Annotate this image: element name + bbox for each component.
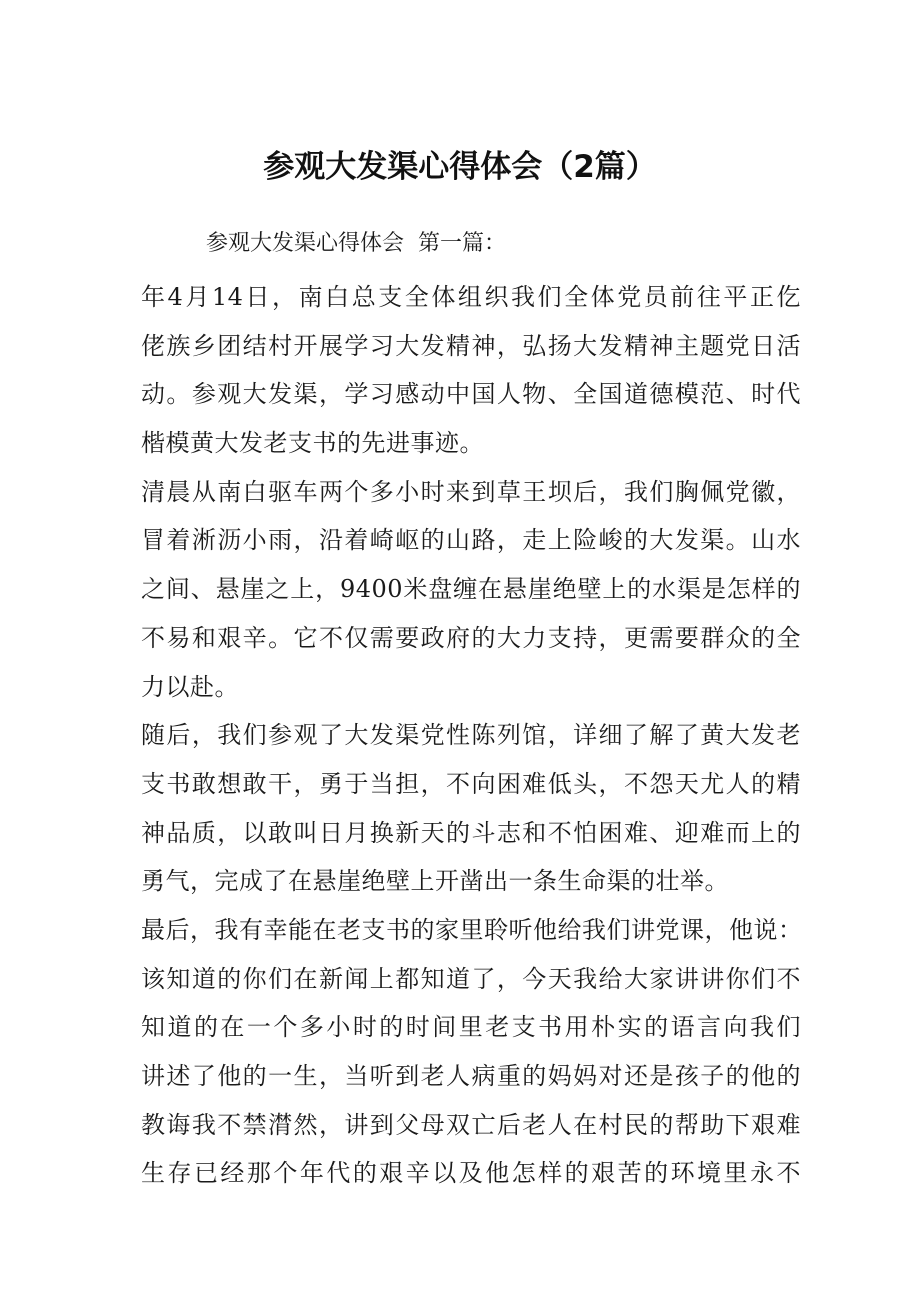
paragraph-line: 不易和艰辛。它不仅需要政府的大力支持，更需要群众的全: [141, 623, 801, 652]
paragraph-line: 最后，我有幸能在老支书的家里聆听他给我们讲党课，他说：: [141, 915, 803, 944]
section-heading: 参观大发渠心得体会 第一篇：: [206, 231, 506, 256]
paragraph-line: 该知道的你们在新闻上都知道了，今天我给大家讲讲你们不: [141, 964, 801, 993]
paragraph-line: 生存已经那个年代的艰辛以及他怎样的艰苦的环境里永不: [141, 1159, 801, 1188]
document-title: 参观大发渠心得体会（2篇）: [263, 149, 657, 185]
paragraph-line: 冒着淅沥小雨，沿着崎岖的山路，走上险峻的大发渠。山水: [141, 526, 801, 555]
paragraph-line: 神品质，以敢叫日月换新天的斗志和不怕困难、迎难而上的: [141, 818, 801, 847]
paragraph-line: 之间、悬崖之上，9400米盘缠在悬崖绝壁上的水渠是怎样的: [141, 575, 801, 604]
paragraph-line: 随后，我们参观了大发渠党性陈列馆，详细了解了黄大发老: [141, 721, 801, 750]
paragraph-line: 支书敢想敢干，勇于当担，不向困难低头，不怨天尤人的精: [141, 769, 801, 798]
paragraph-line: 讲述了他的一生，当听到老人病重的妈妈对还是孩子的他的: [141, 1062, 801, 1090]
paragraph-line: 知道的在一个多小时的时间里老支书用朴实的语言向我们: [141, 1013, 801, 1042]
document-body: [141, 273, 801, 1198]
paragraph-line: 年4月14日，南白总支全体组织我们全体党员前往平正仡: [141, 283, 801, 311]
paragraph-line: 清晨从南白驱车两个多小时来到草王坝后，我们胸佩党徽，: [141, 477, 801, 506]
paragraph-line: 教诲我不禁潸然，讲到父母双亡后老人在村民的帮助下艰难: [141, 1110, 801, 1139]
paragraph-line: 动。参观大发渠，学习感动中国人物、全国道德模范、时代: [141, 380, 801, 409]
paragraph-line: 楷模黄大发老支书的先进事迹。: [141, 429, 484, 458]
paragraph-line: 佬族乡团结村开展学习大发精神，弘扬大发精神主题党日活: [141, 331, 801, 360]
paragraph-line: 勇气，完成了在悬崖绝壁上开凿出一条生命渠的壮举。: [141, 867, 729, 896]
paragraph-line: 力以赴。: [141, 672, 239, 701]
